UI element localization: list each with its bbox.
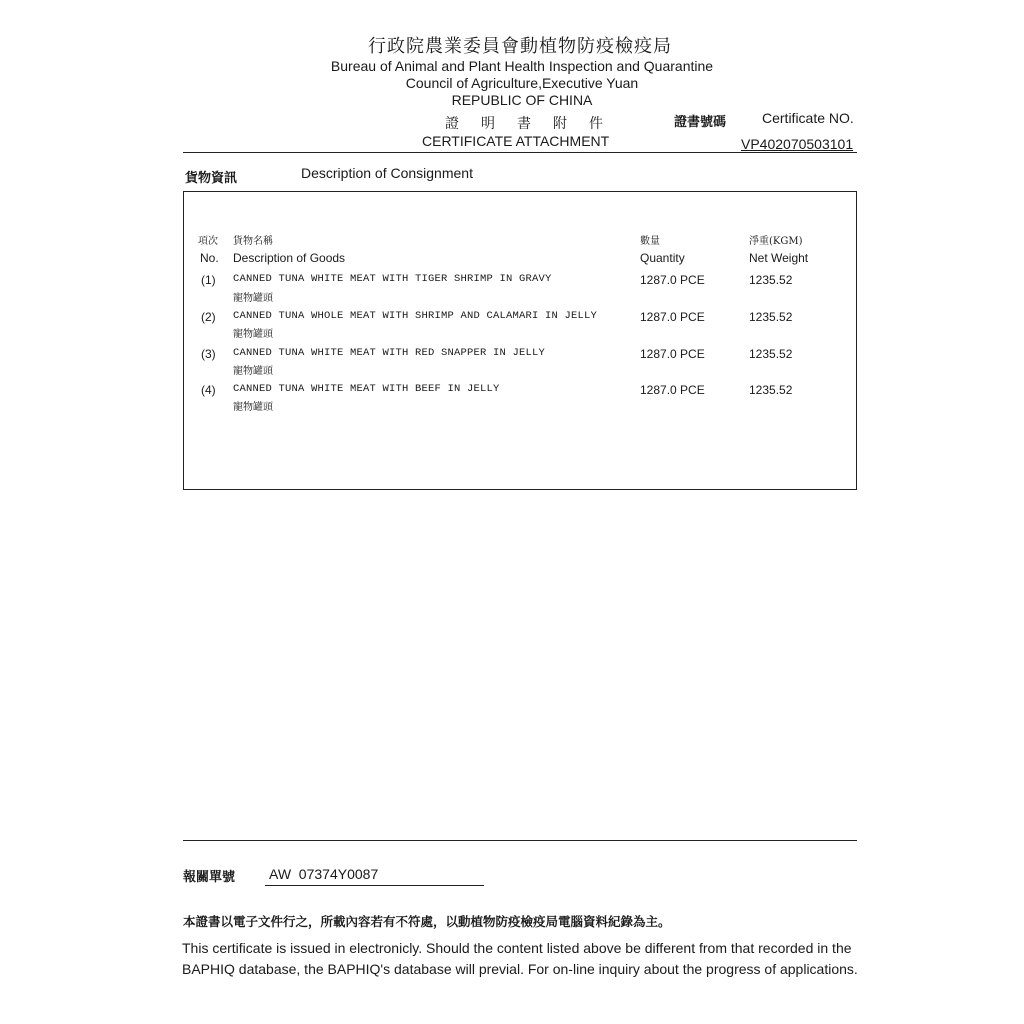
net-weight: 1235.52: [749, 310, 793, 324]
col-header-qty-zh: 數量: [640, 236, 660, 247]
col-header-weight-zh: 淨重(KGM): [749, 236, 803, 247]
quantity: 1287.0 PCE: [640, 383, 705, 397]
bureau-title-chinese: 行政院農業委員會動植物防疫檢疫局: [368, 36, 672, 57]
col-header-no-zh: 項次: [198, 236, 218, 247]
customs-number-underline: [265, 885, 484, 886]
net-weight: 1235.52: [749, 347, 793, 361]
quantity: 1287.0 PCE: [640, 273, 705, 287]
goods-description-zh: 寵物罐頭: [233, 366, 273, 377]
row-number: (4): [201, 383, 216, 397]
customs-declaration-number: AW 07374Y0087: [269, 866, 379, 882]
certificate-label-chinese: 證書號碼: [674, 115, 727, 130]
col-header-desc: Description of Goods: [233, 251, 346, 265]
row-number: (3): [201, 347, 216, 361]
col-header-qty: Quantity: [640, 251, 685, 265]
certificate-number: VP402070503101: [741, 136, 854, 152]
row-number: (2): [201, 310, 216, 324]
council-title: Council of Agriculture,Executive Yuan: [405, 75, 639, 91]
attachment-title-english: CERTIFICATE ATTACHMENT: [422, 133, 610, 149]
notice-english: This certificate is issued in electronicly. Should the content listed above be different from that recorded in the BAPHIQ database, the BAPHIQ's database will previal. For on-line inquiry about the progress of applications.: [182, 940, 858, 977]
goods-description: CANNED TUNA WHITE MEAT WITH RED SNAPPER IN JELLY: [233, 347, 546, 359]
col-header-weight: Net Weight: [749, 251, 809, 265]
customs-declaration-label: 報關單號: [183, 870, 236, 885]
certificate-label-english: Certificate NO.: [762, 110, 854, 126]
goods-description-zh: 寵物罐頭: [233, 293, 273, 304]
goods-description-zh: 寵物罐頭: [233, 329, 273, 340]
notice-chinese: 本證書以電子文件行之，所載內容若有不符處，以動植物防疫檢疫局電腦資料紀錄為主。: [183, 914, 671, 929]
col-header-desc-zh: 貨物名稱: [233, 236, 273, 247]
row-number: (1): [201, 273, 216, 287]
consignment-label-chinese: 貨物資訊: [185, 171, 238, 186]
quantity: 1287.0 PCE: [640, 310, 705, 324]
header-divider: [183, 152, 857, 153]
country-title: REPUBLIC OF CHINA: [451, 92, 593, 108]
net-weight: 1235.52: [749, 383, 793, 397]
goods-description: CANNED TUNA WHITE MEAT WITH BEEF IN JELLY: [233, 383, 500, 395]
goods-description: CANNED TUNA WHITE MEAT WITH TIGER SHRIMP IN GRAVY: [233, 273, 552, 285]
attachment-title-chinese: 證明書附件: [445, 116, 625, 132]
goods-description: CANNED TUNA WHOLE MEAT WITH SHRIMP AND CALAMARI IN JELLY: [233, 310, 598, 322]
net-weight: 1235.52: [749, 273, 793, 287]
bureau-title-english: Bureau of Animal and Plant Health Inspection and Quarantine: [330, 58, 714, 74]
col-header-no: No.: [200, 251, 219, 265]
quantity: 1287.0 PCE: [640, 347, 705, 361]
goods-description-zh: 寵物罐頭: [233, 402, 273, 413]
footer-divider: [183, 840, 857, 841]
consignment-label-english: Description of Consignment: [301, 165, 473, 181]
